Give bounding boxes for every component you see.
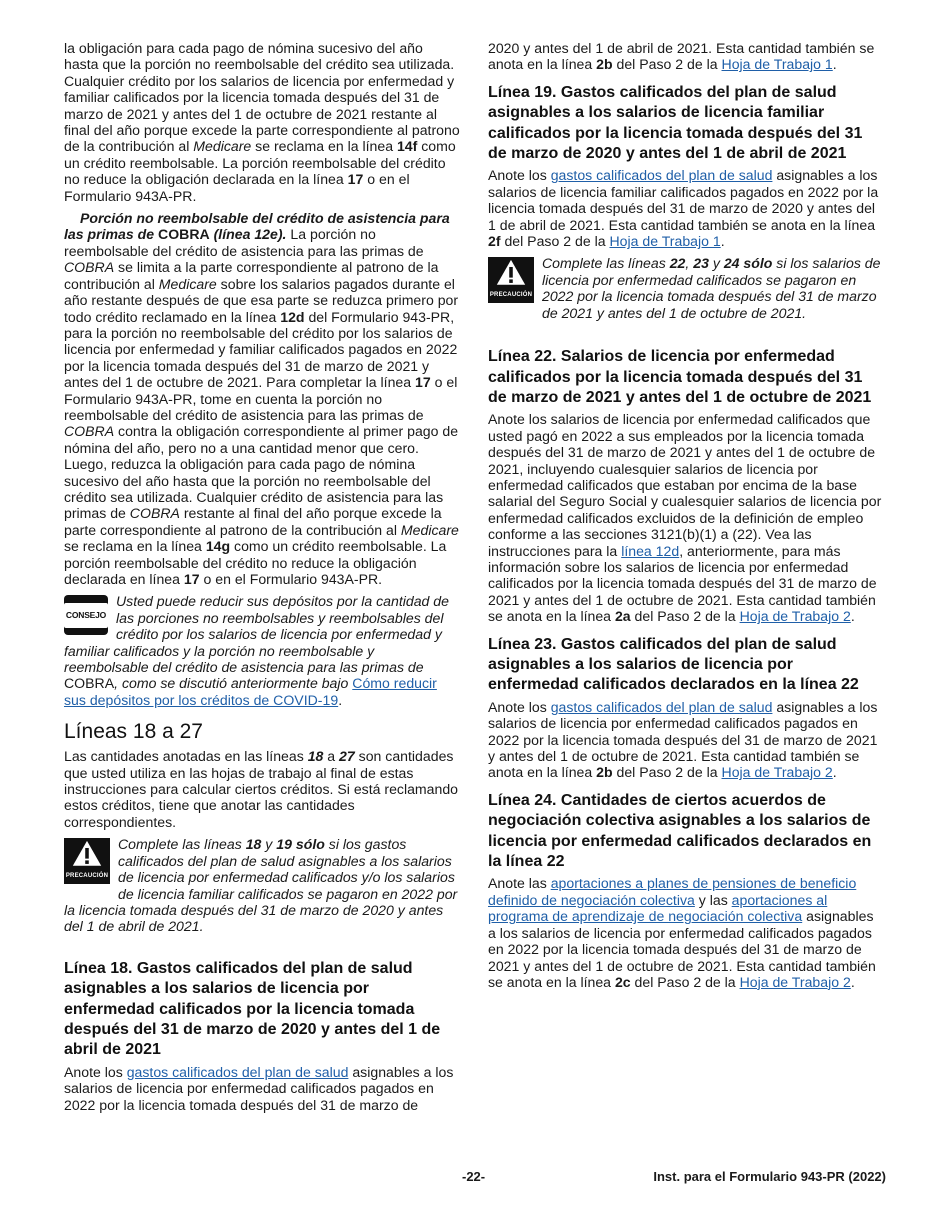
form-name: Inst. para el Formulario 943-PR (2022) [653, 1169, 886, 1184]
paragraph-cobra: Porción no reembolsable del crédito de asistencia para las primas de COBRA (línea 12e). La porción no reembolsable del crédito de asistencia para las primas de COBRA se limita a la parte correspondiente al patrono de la contribución al Medicare sobre los salarios pagados durante el año restante después de que esa parte se reduzca primero por todo crédito reclamado en la línea 12d del Formulario 943-PR, para la porción no reembolsable del crédito por los salarios de licencia por enfermedad y familiar calificados pagados en 2022 por la licencia tomada después del 31 de marzo de 2021 y antes del 1 de octubre de 2021. Para completar la línea 17 o el Formulario 943A-PR, tome en cuenta la porción no reembolsable del crédito de asistencia para las primas de COBRA contra la obligación correspondiente al primer pago de nómina del año, pero no a una cantidad menor que cero. Luego, reduzca la obligación para cada pago de nómina sucesivo del año hasta que la porción no reembolsable del crédito sea utilizada. Cualquier crédito de asistencia para las primas de COBRA restante al final del año porque excede la parte correspondiente al patrono de la contribución al Medicare se reclama en la línea 14g como un crédito reembolsable. La porción reembolsable del crédito no reduce la obligación declarada en línea 17 o en el Formulario 943A-PR. [64, 210, 459, 587]
link-line-12d[interactable]: línea 12d [621, 542, 680, 559]
warning-triangle-icon: PRECAUCIÓN [488, 257, 534, 303]
link-worksheet-2[interactable]: Hoja de Trabajo 2 [739, 973, 851, 990]
paragraph-line-24: Anote las aportaciones a planes de pensiones de beneficio definido de negociación colectiva y las aportaciones al programa de aprendizaje de negociación colectiva asignables a los salarios de licencia por enfermedad calificados pagados en 2022 por la licencia tomada después del 31 de marzo de 2021 y antes del 1 de octubre de 2021. Esta cantidad también se anota en la línea 2c del Paso 2 de la Hoja de Trabajo 2. [488, 875, 876, 990]
heading-line-24: Línea 24. Cantidades de ciertos acuerdos de negociación colectiva asignables a los salarios de licencia por enfermedad calificados declarados en la línea 22 [488, 791, 872, 871]
caution-note: PRECAUCIÓN Complete las líneas 22, 23 y 24 sólo si los salarios de licencia por enfermedad calificados se pagaron en 2022 por la licencia tomada después del 31 de marzo de 2021 y antes del 1 de octubre de 2021. [489, 255, 881, 321]
paragraph-line-23: Anote los gastos calificados del plan de salud asignables a los salarios de licencia por enfermedad calificados pagados en 2022 por la licencia tomada después del 31 de marzo de 2021 y antes del 1 de octubre de 2021. Esta cantidad también se anota en la línea 2b del Paso 2 de la Hoja de Trabajo 2. [488, 698, 878, 781]
heading-line-18: Línea 18. Gastos calificados del plan de salud asignables a los salarios de licencia por enfermedad calificados por la licencia tomada después del 31 de marzo de 2020 y antes del 1 de abril de 2021 [64, 959, 441, 1059]
link-covid-deposits[interactable]: Cómo reducir sus depósitos por los créditos de COVID-19 [64, 675, 437, 708]
consejo-tip-icon: CONSEJO [64, 595, 108, 635]
heading-line-22: Línea 22. Salarios de licencia por enfermedad calificados por la licencia tomada después del 31 de marzo de 2021 y antes del 1 de octubre de 2021 [488, 348, 872, 406]
link-worksheet-1[interactable]: Hoja de Trabajo 1 [721, 56, 833, 73]
section-title: Líneas 18 a 27 [64, 720, 203, 744]
warning-triangle-icon: PRECAUCIÓN [64, 838, 110, 884]
paragraph-section-intro: Las cantidades anotadas en las líneas 18 a 27 son cantidades que usted utiliza en las hojas de trabajo al final de estas instrucciones para calcular ciertos créditos. Si está reclamando estos créditos, tiene que anotar las cantidades correspondientes. [64, 748, 459, 830]
link-apprenticeship-contributions[interactable]: aportaciones al programa de aprendizaje de negociación colectiva [488, 891, 828, 925]
caution-note: PRECAUCIÓN Complete las líneas 18 y 19 sólo si los gastos calificados del plan de salud asignables a los salarios de licencia por enfermedad calificados y/o los salarios de licencia familiar calificados se pagaron en 2022 por la licencia tomada después del 31 de marzo de 2020 y antes del 1 de abril de 2021. [64, 836, 458, 935]
link-health-plan-expenses[interactable]: gastos calificados del plan de salud [550, 698, 773, 715]
link-worksheet-2[interactable]: Hoja de Trabajo 2 [721, 764, 833, 781]
link-pension-contributions[interactable]: aportaciones a planes de pensiones de beneficio definido de negociación colectiva [488, 875, 857, 908]
paragraph-line-22: Anote los salarios de licencia por enfermedad calificados que usted pagó en 2022 a sus empleados por la licencia tomada después del 31 de marzo de 2021 y antes del 1 de octubre de 2021, incluyendo cualesquier salarios de licencia por enfermedad calificados que estaban por encima de la base salarial del Seguro Social y cualesquier salarios de licencia por enfermedad calificados excluidos de la definición de empleo conforme a las secciones 3121(b)(1) a (22). Vea las instrucciones para la línea 12d, anteriormente, para más información sobre los salarios de licencia por enfermedad calificados por la licencia tomada después del 31 de marzo de 2021 y antes del 1 de octubre de 2021. Esta cantidad también se anota en la línea 2a del Paso 2 de la Hoja de Trabajo 2. [488, 411, 882, 625]
paragraph-line-18: Anote los gastos calificados del plan de salud asignables a los salarios de licencia por enfermedad calificados pagados en 2022 por la licencia tomada después del 31 de marzo de [64, 1063, 454, 1113]
heading-line-19: Línea 19. Gastos calificados del plan de salud asignables a los salarios de licencia familiar calificados por la licencia tomada después del 31 de marzo de 2020 y antes del 1 de abril de 2021 [488, 83, 863, 163]
page-number: -22- [462, 1169, 486, 1184]
heading-line-23: Línea 23. Gastos calificados del plan de salud asignables a los salarios de licencia por enfermedad calificados declarados en la línea 22 [488, 635, 859, 694]
paragraph-line-18-cont: 2020 y antes del 1 de abril de 2021. Esta cantidad también se anota en la línea 2b del Paso 2 de la Hoja de Trabajo 1. [488, 40, 875, 73]
link-worksheet-2[interactable]: Hoja de Trabajo 2 [739, 608, 851, 625]
paragraph-line-19: Anote los gastos calificados del plan de salud asignables a los salarios de licencia familiar calificados pagados en 2022 por la licencia tomada después del 31 de marzo de 2020 y antes del 1 de abril de 2021. Esta cantidad también se anota en la línea 2f del Paso 2 de la Hoja de Trabajo 1. [488, 167, 879, 250]
link-health-plan-expenses[interactable]: gastos calificados del plan de salud [550, 167, 773, 184]
paragraph-continuation: la obligación para cada pago de nómina sucesivo del año hasta que la porción no reembolsable del crédito sea utilizada. Cualquier crédito por los salarios de licencia por enfermedad y familiar calificados por la licencia tomada después del 31 de marzo de 2021 y antes del 1 de octubre de 2021 restante al final del año porque excede la parte correspondiente al patrono de la contribución al Medicare se reclama en la línea 14f como un crédito reembolsable. La porción reembolsable del crédito no reduce la obligación declarada en la línea 17 o en el Formulario 943A-PR. [64, 40, 460, 204]
tip-note: CONSEJO Usted puede reducir sus depósitos por la cantidad de las porciones no reembolsables y reembolsables del crédito por los salarios de licencia por enfermedad y familiar calificados y la porción no reembolsable y reembolsable del crédito de asistencia para las primas de COBRA, como se discutió anteriormente bajo Cómo reducir sus depósitos por los créditos de COVID-19. [64, 593, 449, 708]
right-column [488, 40, 885, 996]
link-health-plan-expenses[interactable]: gastos calificados del plan de salud [126, 1063, 349, 1080]
page-footer [64, 1169, 886, 1187]
link-worksheet-1[interactable]: Hoja de Trabajo 1 [609, 233, 721, 250]
left-column [64, 40, 461, 1119]
